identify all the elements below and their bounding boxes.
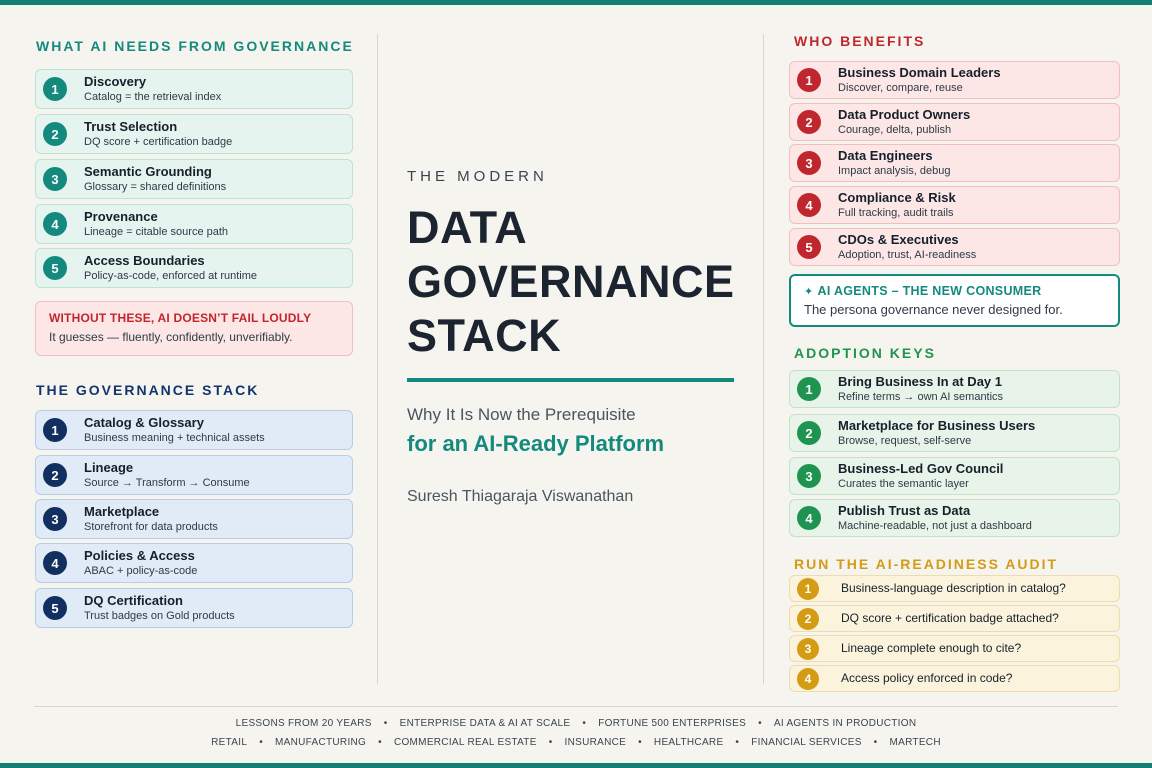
card-subtitle: Lineage = citable source path xyxy=(84,225,229,238)
number-badge: 5 xyxy=(43,256,67,280)
headline-line-3: STACK xyxy=(407,310,562,361)
bottom-accent-bar xyxy=(0,763,1152,768)
number-badge: 2 xyxy=(43,463,67,487)
footer-row-1 xyxy=(0,718,1152,729)
stack-section-title: THE GOVERNANCE STACK xyxy=(36,382,260,398)
ai-agents-body: The persona governance never designed for. xyxy=(804,302,1063,317)
adoption-card-day-1 xyxy=(789,370,1120,408)
card-subtitle: Business meaning + technical assets xyxy=(84,431,265,444)
right-divider xyxy=(763,34,764,684)
card-title: Compliance & Risk xyxy=(838,190,956,206)
number-badge: 3 xyxy=(797,464,821,488)
footer-tag: AI AGENTS IN PRODUCTION xyxy=(773,718,917,729)
card-subtitle: Impact analysis, debug xyxy=(838,164,951,177)
card-title: Bring Business In at Day 1 xyxy=(838,374,1002,390)
footer-separator: • xyxy=(383,718,388,729)
adoption-card-marketplace xyxy=(789,414,1120,452)
warning-headline: WITHOUT THESE, AI DOESN’T FAIL LOUDLY xyxy=(49,311,312,325)
number-badge: 4 xyxy=(797,506,821,530)
title-kicker: THE MODERN xyxy=(407,168,548,185)
number-badge: 3 xyxy=(797,151,821,175)
card-subtitle: DQ score + certification badge xyxy=(84,135,233,148)
center-title-block xyxy=(407,0,740,768)
number-badge: 1 xyxy=(43,418,67,442)
footer-industry: COMMERCIAL REAL ESTATE xyxy=(393,737,537,748)
card-subtitle: Source → Transform → Consume xyxy=(84,476,250,489)
ai-agents-title xyxy=(804,284,1118,298)
number-badge: 4 xyxy=(797,668,819,690)
benefit-card-domain-leaders xyxy=(789,61,1120,99)
stack-card-catalog xyxy=(35,410,353,450)
card-title: Policies & Access xyxy=(84,548,195,564)
audit-item-description xyxy=(789,575,1120,602)
footer-separator: • xyxy=(378,737,382,748)
card-subtitle: Policy-as-code, enforced at runtime xyxy=(84,269,258,282)
left-divider xyxy=(377,34,378,684)
footer-row-2 xyxy=(0,737,1152,748)
title-rule xyxy=(407,378,734,382)
main-headline xyxy=(407,201,735,363)
card-title: Data Product Owners xyxy=(838,107,971,123)
number-badge: 1 xyxy=(797,578,819,600)
footer-industry: MANUFACTURING xyxy=(275,737,367,748)
card-subtitle: Catalog = the retrieval index xyxy=(84,90,222,103)
audit-item-dq-score xyxy=(789,605,1120,632)
audit-text: Access policy enforced in code? xyxy=(841,671,1013,686)
card-title: Publish Trust as Data xyxy=(838,503,971,519)
card-subtitle: Curates the semantic layer xyxy=(838,477,969,490)
card-subtitle: Glossary = shared definitions xyxy=(84,180,227,193)
number-badge: 4 xyxy=(43,212,67,236)
number-badge: 4 xyxy=(797,193,821,217)
card-title: Marketplace xyxy=(84,504,160,520)
audit-text: Lineage complete enough to cite? xyxy=(841,641,1022,656)
need-card-trust-selection xyxy=(35,114,353,154)
card-title: Trust Selection xyxy=(84,119,178,135)
footer-tag: ENTERPRISE DATA & AI AT SCALE xyxy=(399,718,571,729)
card-subtitle: Browse, request, self-serve xyxy=(838,434,972,447)
card-title: Provenance xyxy=(84,209,158,225)
adoption-card-gov-council xyxy=(789,457,1120,495)
warning-callout xyxy=(35,301,353,356)
number-badge: 2 xyxy=(797,421,821,445)
card-title: Access Boundaries xyxy=(84,253,205,269)
footer-industry: HEALTHCARE xyxy=(653,737,724,748)
card-title: Semantic Grounding xyxy=(84,164,212,180)
card-title: Business-Led Gov Council xyxy=(838,461,1004,477)
number-badge: 1 xyxy=(43,77,67,101)
subtitle-line-1: Why It Is Now the Prerequisite xyxy=(407,405,636,424)
footer-divider xyxy=(34,706,1118,707)
card-title: DQ Certification xyxy=(84,593,183,609)
adoption-section-title: ADOPTION KEYS xyxy=(794,345,936,361)
footer-tag: LESSONS FROM 20 YEARS xyxy=(235,718,372,729)
number-badge: 5 xyxy=(797,235,821,259)
footer-separator: • xyxy=(735,737,740,748)
audit-text: Business-language description in catalog? xyxy=(841,581,1066,596)
card-title: Business Domain Leaders xyxy=(838,65,1001,81)
card-title: Lineage xyxy=(84,460,134,476)
footer-separator: • xyxy=(758,718,762,729)
footer-industry: FINANCIAL SERVICES xyxy=(751,737,862,748)
card-subtitle: Machine-readable, not just a dashboard xyxy=(838,519,1032,532)
footer-industry: INSURANCE xyxy=(564,737,627,748)
author-name: Suresh Thiagaraja Viswanathan xyxy=(407,488,634,505)
ai-agents-title-text: AI AGENTS – THE NEW CONSUMER xyxy=(817,284,1042,298)
stack-card-policies xyxy=(35,543,353,583)
card-subtitle: Full tracking, audit trails xyxy=(838,206,954,219)
audit-item-access-policy xyxy=(789,665,1120,692)
number-badge: 1 xyxy=(797,68,821,92)
benefits-section-title: WHO BENEFITS xyxy=(794,33,926,49)
footer-industry: RETAIL xyxy=(211,737,248,748)
footer-separator: • xyxy=(582,718,587,729)
number-badge: 2 xyxy=(797,110,821,134)
adoption-card-publish-trust xyxy=(789,499,1120,537)
card-subtitle: Courage, delta, publish xyxy=(838,123,952,136)
warning-body: It guesses — fluently, confidently, unverifiably. xyxy=(49,330,293,344)
number-badge: 2 xyxy=(797,608,819,630)
stack-card-marketplace xyxy=(35,499,353,539)
card-title: Catalog & Glossary xyxy=(84,415,204,431)
audit-text: DQ score + certification badge attached? xyxy=(841,611,1059,626)
number-badge: 4 xyxy=(43,551,67,575)
need-card-provenance xyxy=(35,204,353,244)
card-subtitle: Storefront for data products xyxy=(84,520,218,533)
card-subtitle: Trust badges on Gold products xyxy=(84,609,235,622)
card-title: Discovery xyxy=(84,74,147,90)
card-title: CDOs & Executives xyxy=(838,232,959,248)
number-badge: 3 xyxy=(43,167,67,191)
sparkle-icon: ✦ xyxy=(804,286,814,298)
headline-line-1: DATA xyxy=(407,202,528,253)
footer-separator: • xyxy=(548,737,553,748)
card-subtitle: Refine terms → own AI semantics xyxy=(838,390,1004,403)
benefit-card-compliance xyxy=(789,186,1120,224)
need-card-discovery xyxy=(35,69,353,109)
benefit-card-data-engineers xyxy=(789,144,1120,182)
headline-line-2: GOVERNANCE xyxy=(407,256,735,307)
stack-card-dq-certification xyxy=(35,588,353,628)
card-title: Data Engineers xyxy=(838,148,933,164)
number-badge: 1 xyxy=(797,377,821,401)
subtitle-line-2: for an AI-Ready Platform xyxy=(407,431,665,456)
number-badge: 3 xyxy=(797,638,819,660)
benefit-card-product-owners xyxy=(789,103,1120,141)
footer-separator: • xyxy=(259,737,264,748)
ai-agents-callout xyxy=(789,274,1120,327)
card-subtitle: Discover, compare, reuse xyxy=(838,81,963,94)
need-card-semantic-grounding xyxy=(35,159,353,199)
footer-industry: MARTECH xyxy=(889,737,941,748)
card-subtitle: ABAC + policy-as-code xyxy=(84,564,198,577)
needs-section-title: WHAT AI NEEDS FROM GOVERNANCE xyxy=(36,38,354,54)
footer-separator: • xyxy=(873,737,878,748)
stack-card-lineage xyxy=(35,455,353,495)
audit-section-title: RUN THE AI-READINESS AUDIT xyxy=(794,556,1059,572)
need-card-access-boundaries xyxy=(35,248,353,288)
benefit-card-cdos xyxy=(789,228,1120,266)
number-badge: 3 xyxy=(43,507,67,531)
footer-separator: • xyxy=(638,737,642,748)
card-subtitle: Adoption, trust, AI-readiness xyxy=(838,248,977,261)
number-badge: 2 xyxy=(43,122,67,146)
footer-tag: FORTUNE 500 ENTERPRISES xyxy=(598,718,747,729)
audit-item-lineage xyxy=(789,635,1120,662)
card-title: Marketplace for Business Users xyxy=(838,418,1036,434)
number-badge: 5 xyxy=(43,596,67,620)
